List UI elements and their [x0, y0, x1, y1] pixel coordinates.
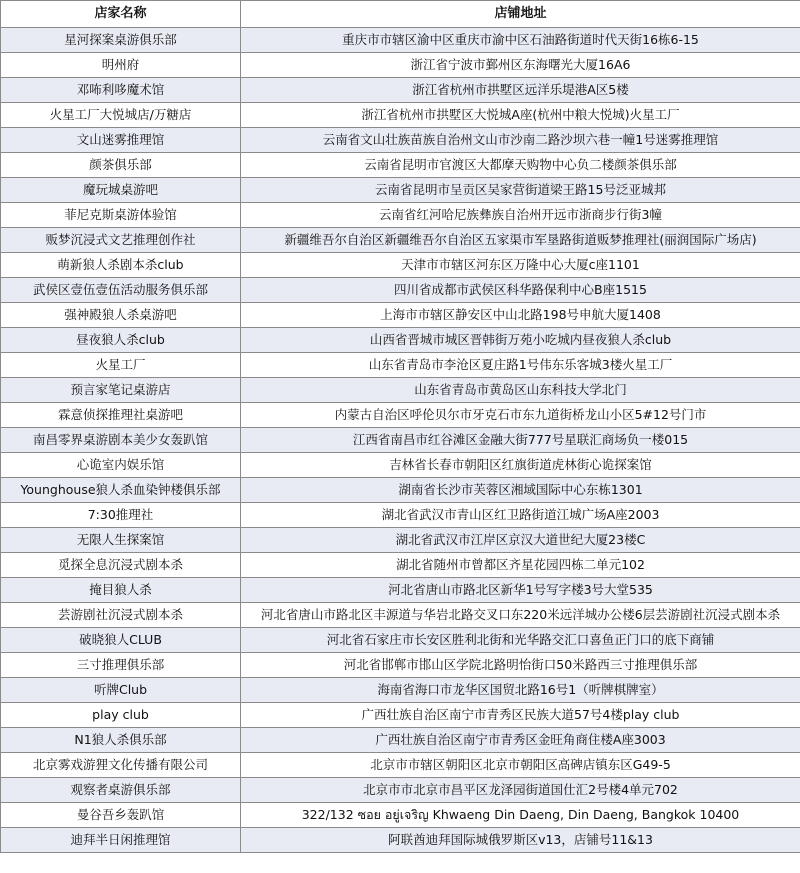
store-address-cell: 山东省青岛市李沧区夏庄路1号伟东乐客城3楼火星工厂	[241, 353, 800, 378]
store-address-cell: 海南省海口市龙华区国贸北路16号1（听牌棋牌室）	[241, 678, 800, 703]
table-row	[1, 153, 800, 178]
store-address-cell: 浙江省杭州市拱墅区远洋乐堤港A区5楼	[241, 78, 800, 103]
store-address-cell: 云南省红河哈尼族彝族自治州开远市浙商步行街3幢	[241, 203, 800, 228]
store-name-cell: 7:30推理社	[1, 503, 241, 528]
table-row	[1, 103, 800, 128]
table-row	[1, 778, 800, 803]
table-row	[1, 553, 800, 578]
store-name-cell: 听牌Club	[1, 678, 241, 703]
table-header	[1, 1, 800, 28]
store-name-cell: 颜茶俱乐部	[1, 153, 241, 178]
table-row	[1, 228, 800, 253]
store-name-cell: 贩梦沉浸式文艺推理创作社	[1, 228, 241, 253]
store-address-cell: 湖北省随州市曾都区齐星花园四栋二单元102	[241, 553, 800, 578]
store-address-cell: 云南省昆明市官渡区大都摩天购物中心负二楼颜茶俱乐部	[241, 153, 800, 178]
table-row	[1, 403, 800, 428]
store-address-cell: 河北省唐山市路北区丰源道与华岩北路交叉口东220米远洋城办公楼6层芸游剧社沉浸式剧本杀	[241, 603, 800, 628]
store-address-cell: 云南省昆明市呈贡区吴家营街道梁王路15号泛亚城邦	[241, 178, 800, 203]
store-name-cell: 芸游剧社沉浸式剧本杀	[1, 603, 241, 628]
store-name-cell: 昼夜狼人杀club	[1, 328, 241, 353]
store-address-cell: 内蒙古自治区呼伦贝尔市牙克石市东九道街桥龙山小区5#12号门市	[241, 403, 800, 428]
table-row	[1, 453, 800, 478]
store-name-cell: 萌新狼人杀剧本杀club	[1, 253, 241, 278]
table-row	[1, 528, 800, 553]
store-address-cell: 新疆维吾尔自治区新疆维吾尔自治区五家渠市军垦路街道贩梦推理社(丽润国际广场店)	[241, 228, 800, 253]
table-row	[1, 203, 800, 228]
store-address-cell: 山东省青岛市黄岛区山东科技大学北门	[241, 378, 800, 403]
store-name-cell: 霖意侦探推理社桌游吧	[1, 403, 241, 428]
store-name-cell: N1狼人杀俱乐部	[1, 728, 241, 753]
header-store-address: 店铺地址	[241, 1, 800, 28]
store-address-cell: 322/132 ซอย อยู่เจริญ Khwaeng Din Daeng, Din Daeng, Bangkok 10400	[241, 803, 800, 828]
table-row	[1, 278, 800, 303]
store-address-cell: 浙江省宁波市鄞州区东海曙光大厦16A6	[241, 53, 800, 78]
table-row	[1, 828, 800, 853]
store-name-cell: play club	[1, 703, 241, 728]
table-row	[1, 578, 800, 603]
store-name-cell: 迪拜半日闲推理馆	[1, 828, 241, 853]
table-row	[1, 678, 800, 703]
store-address-cell: 吉林省长春市朝阳区红旗街道虎林街心诡探案馆	[241, 453, 800, 478]
header-row	[1, 1, 800, 28]
table-row	[1, 803, 800, 828]
table-row	[1, 628, 800, 653]
store-address-cell: 云南省文山壮族苗族自治州文山市沙南二路沙坝六巷一幢1号迷雾推理馆	[241, 128, 800, 153]
store-name-cell: 邓咘利哆魔术馆	[1, 78, 241, 103]
table-row	[1, 603, 800, 628]
store-name-cell: 无限人生探案馆	[1, 528, 241, 553]
table-row	[1, 178, 800, 203]
store-name-cell: 武侯区壹伍壹伍活动服务俱乐部	[1, 278, 241, 303]
store-name-cell: 火星工厂	[1, 353, 241, 378]
store-address-cell: 北京市市辖区朝阳区北京市朝阳区高碑店镇东区G49-5	[241, 753, 800, 778]
table-row	[1, 653, 800, 678]
table-row	[1, 253, 800, 278]
store-name-cell: 明州府	[1, 53, 241, 78]
header-store-name: 店家名称	[1, 1, 241, 28]
store-name-cell: 心诡室内娱乐馆	[1, 453, 241, 478]
store-address-cell: 重庆市市辖区渝中区重庆市渝中区石油路街道时代天街16栋6-15	[241, 28, 800, 53]
store-address-cell: 湖北省武汉市青山区红卫路街道江城广场A座2003	[241, 503, 800, 528]
table-row	[1, 353, 800, 378]
table-row	[1, 53, 800, 78]
store-address-cell: 河北省唐山市路北区新华1号写字楼3号大堂535	[241, 578, 800, 603]
table-row	[1, 753, 800, 778]
store-name-cell: 曼谷吾乡轰趴馆	[1, 803, 241, 828]
store-address-cell: 湖北省武汉市江岸区京汉大道世纪大厦23楼C	[241, 528, 800, 553]
table-row	[1, 428, 800, 453]
store-name-cell: 菲尼克斯桌游体验馆	[1, 203, 241, 228]
store-address-cell: 阿联酋迪拜国际城俄罗斯区v13，店铺号11&13	[241, 828, 800, 853]
table-body	[1, 28, 800, 853]
store-name-cell: 南昌零界桌游剧本美少女轰趴馆	[1, 428, 241, 453]
store-name-cell: 破晓狼人CLUB	[1, 628, 241, 653]
store-address-cell: 河北省邯郸市邯山区学院北路明怡街口50米路西三寸推理俱乐部	[241, 653, 800, 678]
store-address-cell: 山西省晋城市城区晋韩街万苑小吃城内昼夜狼人杀club	[241, 328, 800, 353]
table-row	[1, 478, 800, 503]
table-row	[1, 78, 800, 103]
store-address-cell: 浙江省杭州市拱墅区大悦城A座(杭州中粮大悦城)火星工厂	[241, 103, 800, 128]
table-row	[1, 303, 800, 328]
table-row	[1, 378, 800, 403]
store-name-cell: 掩目狼人杀	[1, 578, 241, 603]
table-row	[1, 328, 800, 353]
store-address-cell: 湖南省长沙市芙蓉区湘域国际中心东栋1301	[241, 478, 800, 503]
store-name-cell: 预言家笔记桌游店	[1, 378, 241, 403]
store-name-cell: 星河探案桌游俱乐部	[1, 28, 241, 53]
store-address-cell: 天津市市辖区河东区万隆中心大厦c座1101	[241, 253, 800, 278]
store-name-cell: 文山迷雾推理馆	[1, 128, 241, 153]
store-address-cell: 四川省成都市武侯区科华路保利中心B座1515	[241, 278, 800, 303]
store-name-cell: 北京雾戏游狸文化传播有限公司	[1, 753, 241, 778]
store-name-cell: 强神殿狼人杀桌游吧	[1, 303, 241, 328]
store-name-cell: 三寸推理俱乐部	[1, 653, 241, 678]
store-address-cell: 河北省石家庄市长安区胜利北街和光华路交汇口喜鱼正门口的底下商铺	[241, 628, 800, 653]
store-name-cell: 魔玩城桌游吧	[1, 178, 241, 203]
table-row	[1, 503, 800, 528]
store-address-cell: 北京市市北京市昌平区龙泽园街道国仕汇2号楼4单元702	[241, 778, 800, 803]
store-address-cell: 广西壮族自治区南宁市青秀区民族大道57号4楼play club	[241, 703, 800, 728]
table-row	[1, 128, 800, 153]
table-row	[1, 28, 800, 53]
store-name-cell: 火星工厂大悦城店/万糖店	[1, 103, 241, 128]
store-name-cell: 觅探全息沉浸式剧本杀	[1, 553, 241, 578]
store-name-cell: 观察者桌游俱乐部	[1, 778, 241, 803]
store-name-cell: Younghouse狼人杀血染钟楼俱乐部	[1, 478, 241, 503]
table-row	[1, 703, 800, 728]
table-row	[1, 728, 800, 753]
store-address-cell: 江西省南昌市红谷滩区金融大街777号星联汇商场负一楼015	[241, 428, 800, 453]
store-address-cell: 上海市市辖区静安区中山北路198号申航大厦1408	[241, 303, 800, 328]
store-address-cell: 广西壮族自治区南宁市青秀区金旺角商住楼A座3003	[241, 728, 800, 753]
